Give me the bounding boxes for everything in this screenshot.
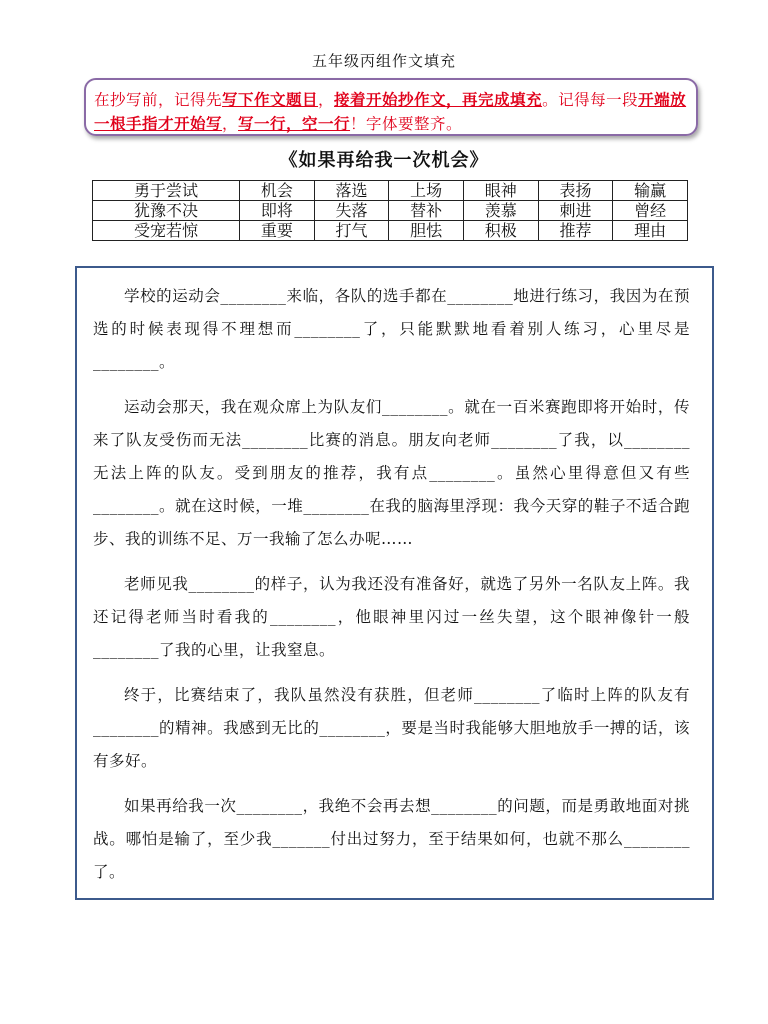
instruction-emphasis-4: 写一行，空一行	[238, 114, 351, 133]
vocab-word: 机会	[240, 181, 315, 201]
essay-title: 《如果再给我一次机会》	[279, 150, 489, 171]
essay-paragraph-5: 如果再给我一次________，我绝不会再去想________的问题，而是勇敢地面对挑战。哪怕是输了，至少我_______付出过努力，至于结果如何，也就不那么________了。	[93, 797, 690, 881]
vocab-word: 替补	[389, 201, 464, 221]
essay-paragraph-3: 老师见我________的样子，认为我还没有准备好，就选了另外一名队友上阵。我还记得老师当时看我的________，他眼神里闪过一丝失望，这个眼神像针一般________了我的心里，让我窒息。	[93, 575, 690, 659]
vocab-word: 胆怯	[389, 221, 464, 241]
essay-paragraph-1: 学校的运动会________来临，各队的选手都在________地进行练习，我因为在预选的时候表现得不理想而________了，只能默默地看着别人练习，心里尽是________。	[93, 287, 690, 371]
vocab-word: 理由	[613, 221, 688, 241]
vocab-word: 受宠若惊	[93, 221, 240, 241]
essay-paragraph-2: 运动会那天，我在观众席上为队友们________。就在一百米赛跑即将开始时，传来了队友受伤而无法________比赛的消息。朋友向老师________了我，以________无法上阵的队友。受到朋友的推荐，我有点________。虽然心里得意但又有些________。就在这时候，一堆________在我的脑海里浮现：我今天穿的鞋子不适合跑步、我的训练不足、万一我输了怎么办呢……	[93, 398, 690, 548]
vocab-word: 表扬	[538, 181, 613, 201]
vocab-word: 落选	[314, 181, 389, 201]
instruction-text-1: 在抄写前，记得先	[94, 91, 223, 109]
vocab-word: 羡慕	[463, 201, 538, 221]
vocabulary-table	[92, 180, 688, 241]
vocab-row	[93, 221, 688, 241]
vocab-row	[93, 181, 688, 201]
vocab-word: 勇于尝试	[93, 181, 240, 201]
vocab-word: 曾经	[613, 201, 688, 221]
instruction-emphasis-2: 接着开始抄作文，再完成填充	[334, 90, 543, 109]
essay-paragraph-4: 终于，比赛结束了，我队虽然没有获胜，但老师________了临时上阵的队友有________的精神。我感到无比的________，要是当时我能够大胆地放手一搏的话，该有多好。	[93, 686, 690, 770]
vocab-word: 眼神	[463, 181, 538, 201]
vocab-word: 重要	[240, 221, 315, 241]
vocab-word: 失落	[314, 201, 389, 221]
instruction-text-2: ，	[318, 91, 335, 109]
page-title: 五年级丙组作文填充	[311, 52, 456, 70]
instruction-text-4: ，	[222, 115, 239, 133]
instruction-text-3: 。记得每一段	[542, 91, 639, 109]
vocab-word: 积极	[463, 221, 538, 241]
instruction-text-5: ！字体要整齐。	[350, 115, 463, 133]
vocab-word: 打气	[314, 221, 389, 241]
instruction-emphasis-1: 写下作文题目	[222, 90, 319, 109]
vocab-word: 上场	[389, 181, 464, 201]
essay-box	[75, 266, 714, 900]
vocab-word: 刺进	[538, 201, 613, 221]
vocab-word: 输赢	[613, 181, 688, 201]
instruction-emphasis-3: 开端放一根手指才开始写	[94, 90, 687, 133]
instruction-box	[84, 78, 698, 136]
vocab-row	[93, 201, 688, 221]
vocab-word: 犹豫不决	[93, 201, 240, 221]
vocab-word: 即将	[240, 201, 315, 221]
vocab-word: 推荐	[538, 221, 613, 241]
